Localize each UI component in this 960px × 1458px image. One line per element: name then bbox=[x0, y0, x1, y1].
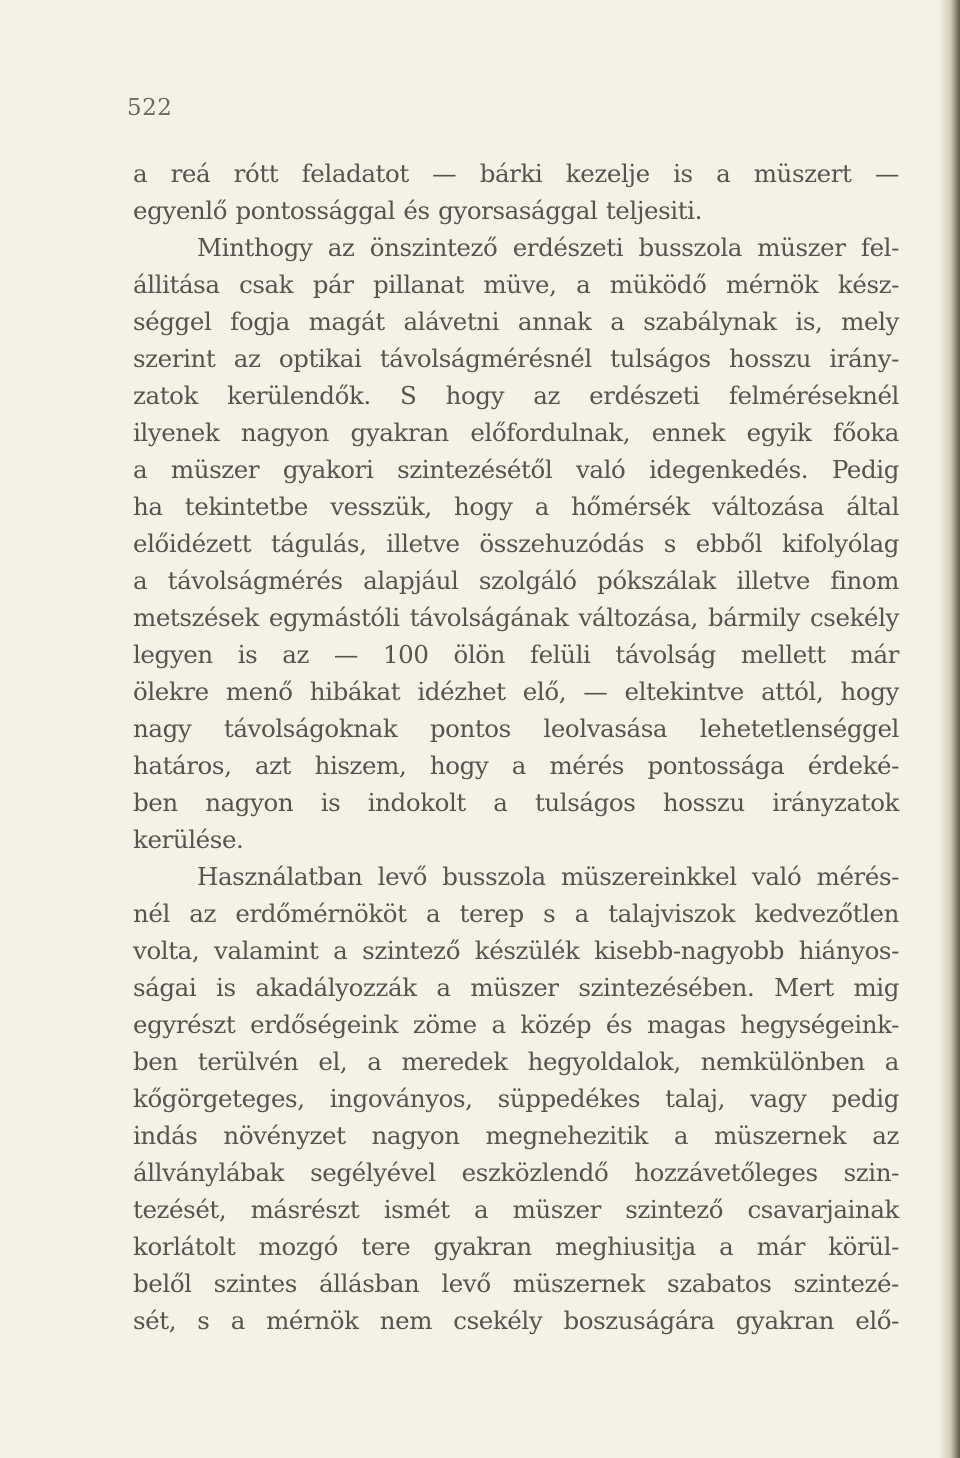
text-line: egyenlő pontossággal és gyorsasággal teljesiti. bbox=[133, 196, 702, 225]
text-line: előidézett tágulás, illetve összehuzódás s ebből kifolyólag bbox=[133, 529, 899, 558]
text-line: volta, valamint a szintező készülék kisebb-nagyobb hiányos- bbox=[133, 936, 899, 965]
text-line: ha tekintetbe vesszük, hogy a hőmérsék változása által bbox=[133, 492, 899, 521]
text-line: belől szintes állásban levő müszernek szabatos szintezé- bbox=[133, 1269, 899, 1298]
text-line: legyen is az — 100 ölön felüli távolság mellett már bbox=[133, 640, 899, 669]
text-line: egyrészt erdőségeink zöme a közép és magas hegységeink- bbox=[133, 1010, 899, 1039]
text-line: korlátolt mozgó tere gyakran meghiusitja a már körül- bbox=[133, 1232, 899, 1261]
text-line: ölekre menő hibákat idézhet elő, — eltekintve attól, hogy bbox=[133, 677, 899, 706]
text-line: a müszer gyakori szintezésétől való idegenkedés. Pedig bbox=[133, 455, 899, 484]
text-line: állványlábak segélyével eszközlendő hozzávetőleges szin- bbox=[133, 1158, 899, 1187]
text-line: ságai is akadályozzák a müszer szintezésében. Mert mig bbox=[133, 973, 899, 1002]
text-line: tezését, másrészt ismét a müszer szintező csavarjainak bbox=[133, 1195, 899, 1224]
text-line: ben terülvén el, a meredek hegyoldalok, nemkülönben a bbox=[133, 1047, 899, 1076]
text-line: nagy távolságoknak pontos leolvasása lehetetlenséggel bbox=[133, 714, 899, 743]
text-line: indás növényzet nagyon megnehezitik a müszernek az bbox=[133, 1121, 899, 1150]
text-line: szerint az optikai távolságmérésnél tulságos hosszu irány- bbox=[133, 344, 899, 373]
text-line: metszések egymástóli távolságának változása, bármily csekély bbox=[133, 603, 899, 632]
body-text bbox=[133, 155, 899, 1339]
page-number: 522 bbox=[127, 95, 173, 121]
text-line: nél az erdőmérnököt a terep s a talajviszok kedvezőtlen bbox=[133, 899, 899, 928]
text-line: séggel fogja magát alávetni annak a szabálynak is, mely bbox=[133, 307, 899, 336]
text-line: ben nagyon is indokolt a tulságos hosszu irányzatok bbox=[133, 788, 899, 817]
text-line: ilyenek nagyon gyakran előfordulnak, ennek egyik főoka bbox=[133, 418, 899, 447]
text-line: határos, azt hiszem, hogy a mérés pontossága érdeké- bbox=[133, 751, 899, 780]
text-line: kőgörgeteges, ingoványos, süppedékes talaj, vagy pedig bbox=[133, 1084, 899, 1113]
text-line: kerülése. bbox=[133, 825, 244, 854]
text-line: Minthogy az önszintező erdészeti busszola müszer fel- bbox=[197, 233, 899, 262]
text-line: a távolságmérés alapjául szolgáló pókszálak illetve finom bbox=[133, 566, 899, 595]
text-line: zatok kerülendők. S hogy az erdészeti felméréseknél bbox=[133, 381, 899, 410]
text-line: a reá rótt feladatot — bárki kezelje is a müszert — bbox=[133, 159, 899, 188]
text-line: állitása csak pár pillanat müve, a müködő mérnök kész- bbox=[133, 270, 899, 299]
text-line: sét, s a mérnök nem csekély boszuságára gyakran elő- bbox=[133, 1306, 899, 1335]
text-line: Használatban levő busszola müszereinkkel való mérés- bbox=[197, 862, 899, 891]
